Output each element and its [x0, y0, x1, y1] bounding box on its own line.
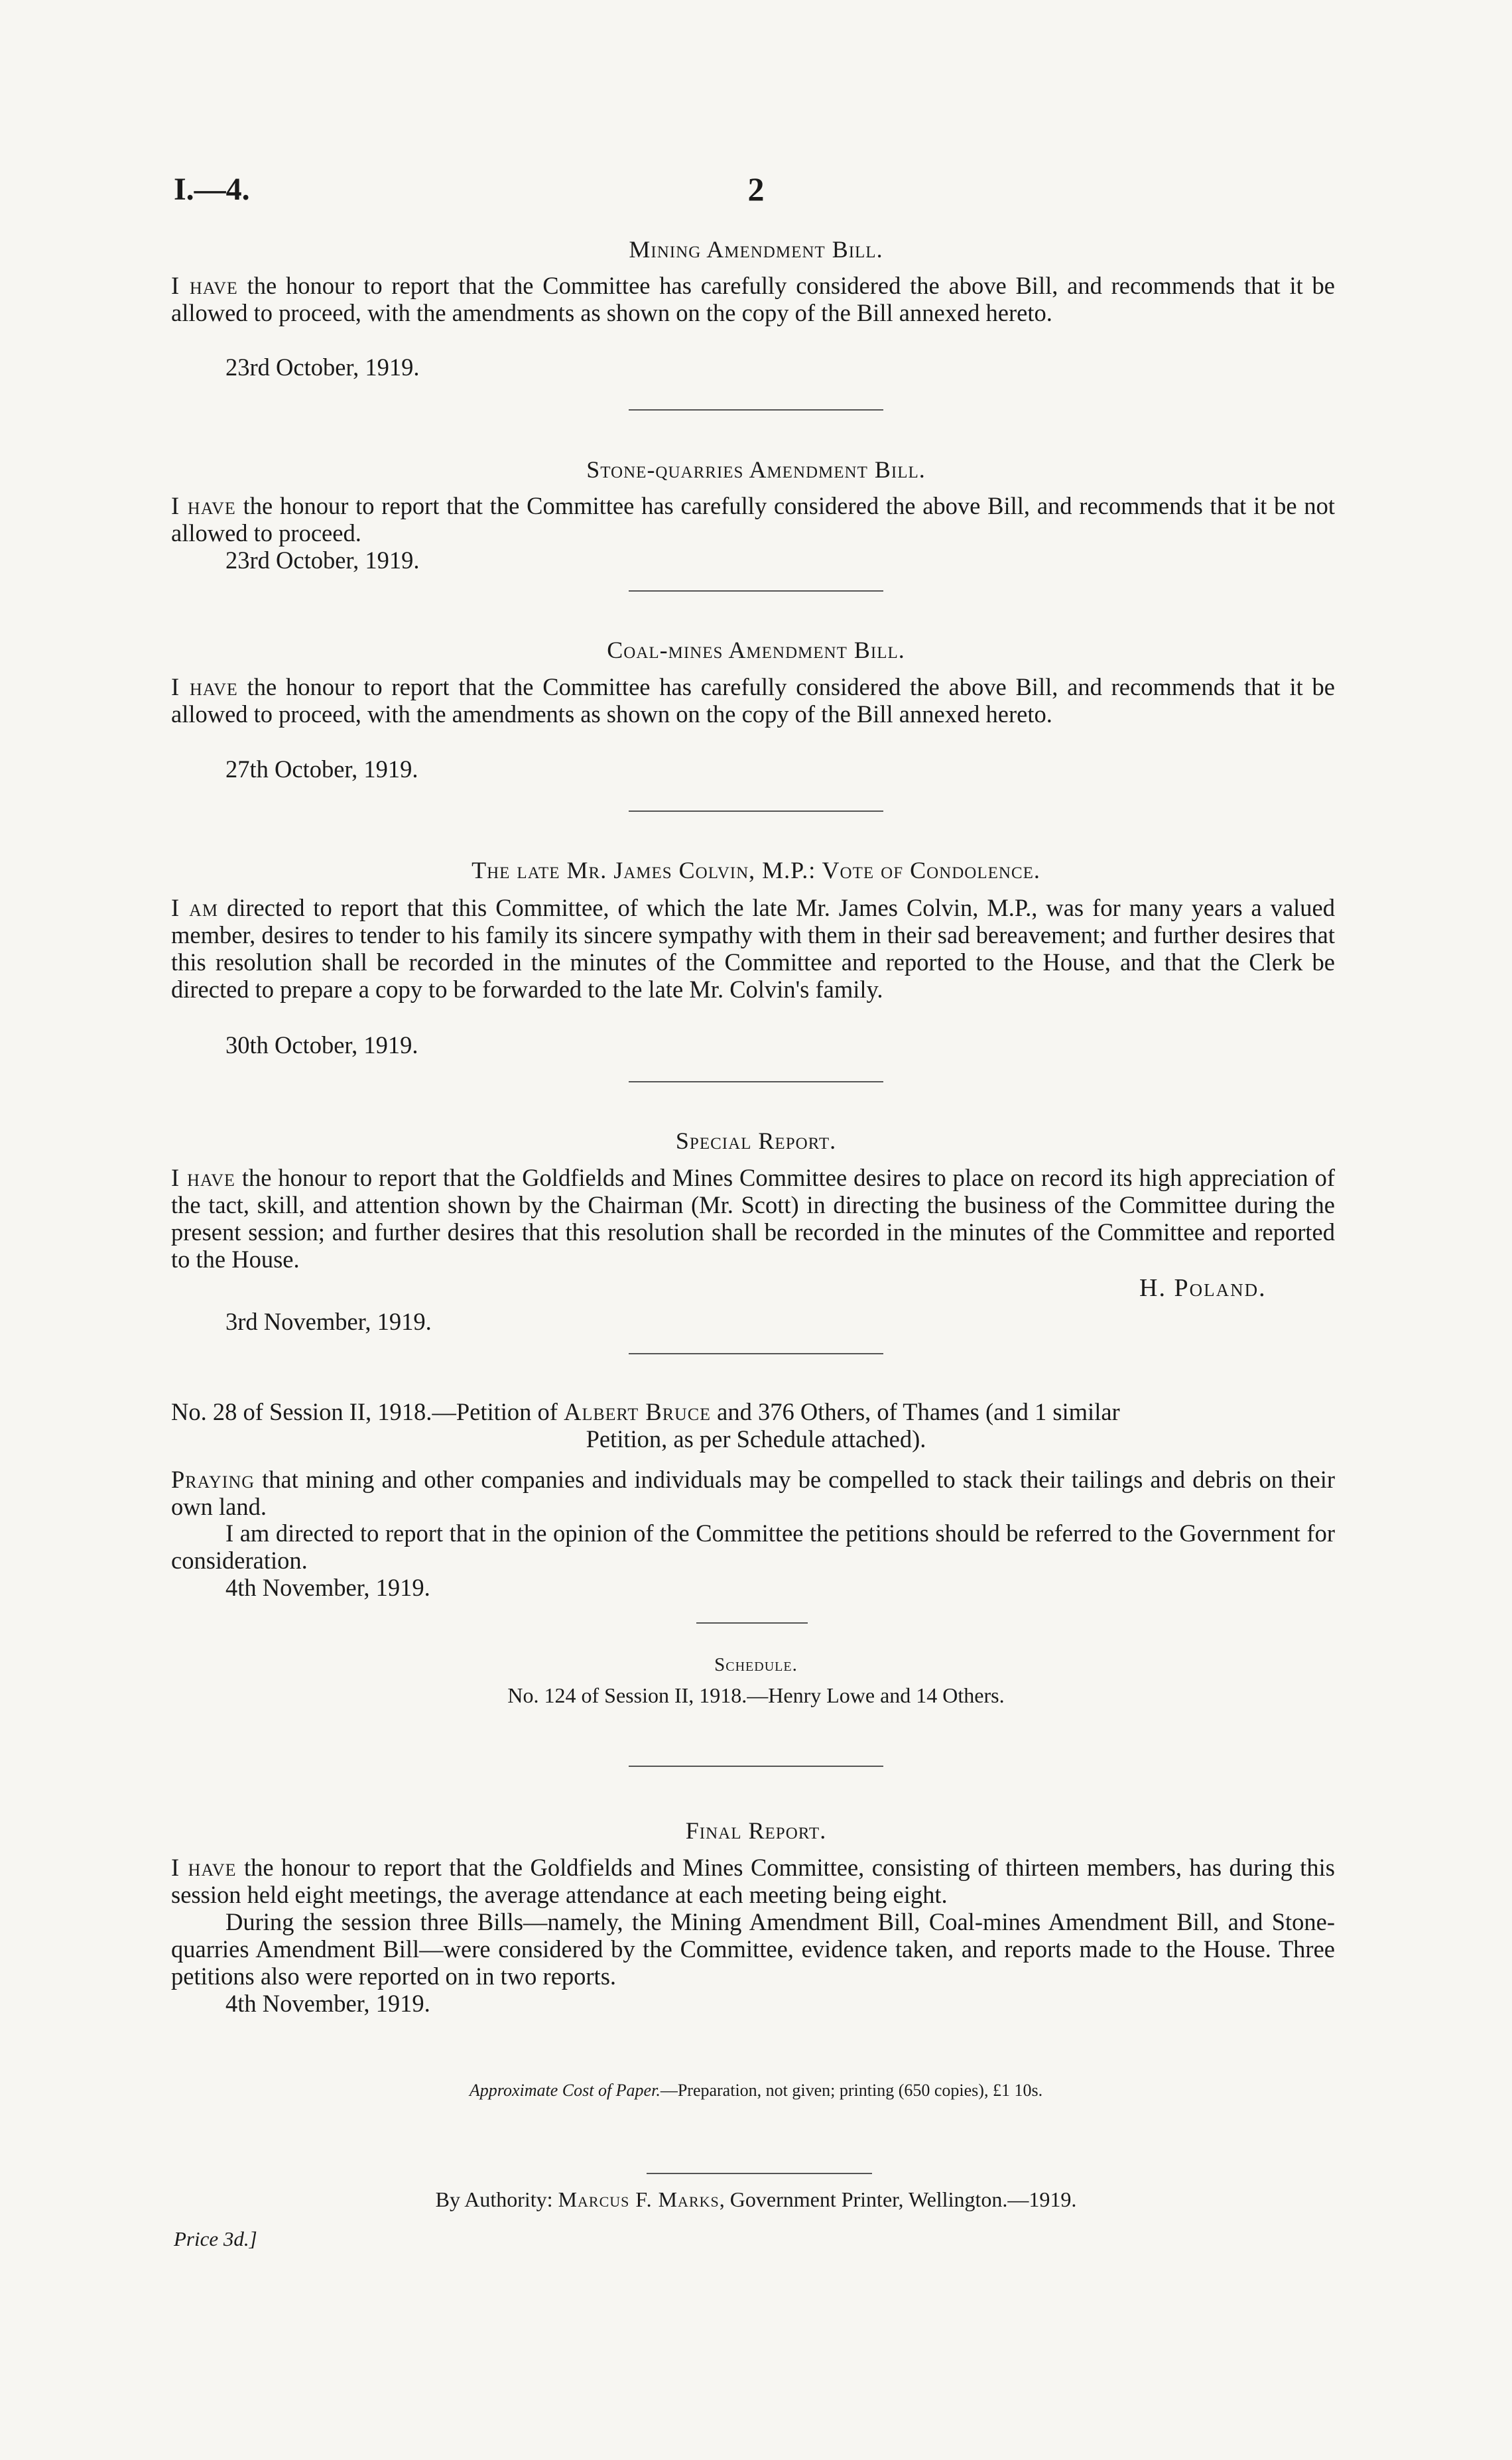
date-final-report: 4th November, 1919. [225, 1990, 430, 2017]
petition-title-prefix: No. 28 of Session II, 1918.—Petition of [171, 1398, 564, 1425]
divider [629, 409, 883, 411]
paragraph-special-report [171, 1164, 1335, 1273]
heading-vote-of-condolence: The late Mr. James Colvin, M.P.: Vote of Condolence. [472, 857, 1040, 883]
petition-title [171, 1398, 1335, 1425]
paragraph-body: the honour to report that the Committee has carefully considered the above Bill, and recommends that it be allowed to proceed, with the amendments as shown on the copy of the Bill annexed hereto. [171, 272, 1336, 326]
price: Price 3d.] [174, 2227, 257, 2250]
petition-title-line2: Petition, as per Schedule attached). [586, 1425, 926, 1453]
lead-words: I have [171, 272, 238, 299]
lead-words: I have [171, 1854, 237, 1881]
paragraph-body: the honour to report that the Committee has carefully considered the above Bill, and recommends that it be not allowed to proceed. [171, 492, 1335, 547]
heading-schedule: Schedule. [714, 1654, 798, 1675]
lead-words: I have [171, 1164, 235, 1191]
cost-label: Approximate Cost of Paper. [469, 2081, 661, 2100]
paragraph-final-report-bills: During the session three Bills—namely, the Mining Amendment Bill, Coal-mines Amendment Bill, and Stone-quarries Amendment Bill—were considered by the Committee, evidence taken, and reports made to the House. Three petitions also were reported on in two reports. [171, 1908, 1335, 1990]
heading-special-report: Special Report. [675, 1128, 837, 1154]
page-number: 2 [747, 170, 765, 208]
paragraph-mining [171, 272, 1335, 326]
date-condolence: 30th October, 1919. [225, 1031, 418, 1059]
divider [647, 2173, 872, 2174]
lead-words: I have [171, 673, 238, 700]
divider [629, 1353, 883, 1354]
divider [696, 1622, 808, 1624]
date-mining: 23rd October, 1919. [225, 354, 420, 381]
paragraph-praying [171, 1466, 1335, 1520]
paragraph-stone-quarries [171, 492, 1335, 547]
date-coal-mines: 27th October, 1919. [225, 755, 418, 783]
cost-text: —Preparation, not given; printing (650 copies), £1 10s. [660, 2081, 1043, 2100]
signature: H. Poland. [1139, 1274, 1267, 1302]
date-special-report: 3rd November, 1919. [225, 1308, 432, 1335]
lead-words: I am [171, 894, 218, 921]
printer-name: Marcus F. Marks [558, 2187, 720, 2211]
paragraph-coal-mines [171, 673, 1335, 728]
divider [629, 590, 883, 592]
cost-of-paper [0, 2081, 1512, 2101]
date-stone-quarries: 23rd October, 1919. [225, 547, 420, 574]
date-petition: 4th November, 1919. [225, 1574, 430, 1601]
heading-stone-quarries-amendment-bill: Stone-quarries Amendment Bill. [586, 456, 926, 483]
paragraph-petition-opinion: I am directed to report that in the opinion of the Committee the petitions should be referred to the Government for consideration. [171, 1520, 1335, 1574]
paragraph-body: the honour to report that the Goldfields and Mines Committee desires to place on record its high appreciation of the tact, skill, and attention shown by the Chairman (Mr. Scott) in directing the business of the Committee during the present session; and further desires that this resolution shall be recorded in the minutes of the Committee and reported to the House. [171, 1164, 1336, 1273]
authority-prefix: By Authority: [435, 2187, 558, 2211]
petitioner-name: Albert Bruce [564, 1398, 712, 1425]
paragraph-body: the honour to report that the Committee has carefully considered the above Bill, and recommends that it be allowed to proceed, with the amendments as shown on the copy of the Bill annexed hereto. [171, 673, 1336, 728]
paragraph-final-report [171, 1854, 1335, 1908]
paragraph-body: directed to report that this Committee, of which the late Mr. James Colvin, M.P., was for many years a valued member, desires to tender to his family its sincere sympathy with them in their sad bereavement; and further desires that this resolution shall be recorded in the minutes of the Committee and reported to the House, and that the Clerk be directed to prepare a copy to be forwarded to the late Mr. Colvin's family. [171, 894, 1335, 1003]
authority-line [0, 2187, 1512, 2212]
paragraph-body: the honour to report that the Goldfields and Mines Committee, consisting of thirteen members, has during this session held eight meetings, the average attendance at each meeting being eight. [171, 1854, 1336, 1908]
heading-mining-amendment-bill: Mining Amendment Bill. [629, 236, 883, 263]
authority-suffix: , Government Printer, Wellington.—1919. [719, 2187, 1077, 2211]
divider [629, 1081, 883, 1082]
divider [629, 1766, 883, 1767]
paragraph-body: that mining and other companies and individuals may be compelled to stack their tailings and debris on their own land. [171, 1466, 1335, 1520]
paragraph-condolence [171, 894, 1335, 1003]
heading-final-report: Final Report. [685, 1817, 827, 1844]
divider [629, 810, 883, 812]
lead-words: Praying [171, 1466, 255, 1493]
petition-title-suffix: and 376 Others, of Thames (and 1 similar [711, 1398, 1120, 1425]
schedule-entry: No. 124 of Session II, 1918.—Henry Lowe and 14 Others. [507, 1683, 1005, 1707]
heading-coal-mines-amendment-bill: Coal-mines Amendment Bill. [607, 637, 905, 663]
lead-words: I have [171, 492, 236, 519]
document-reference: I.—4. [174, 172, 250, 207]
